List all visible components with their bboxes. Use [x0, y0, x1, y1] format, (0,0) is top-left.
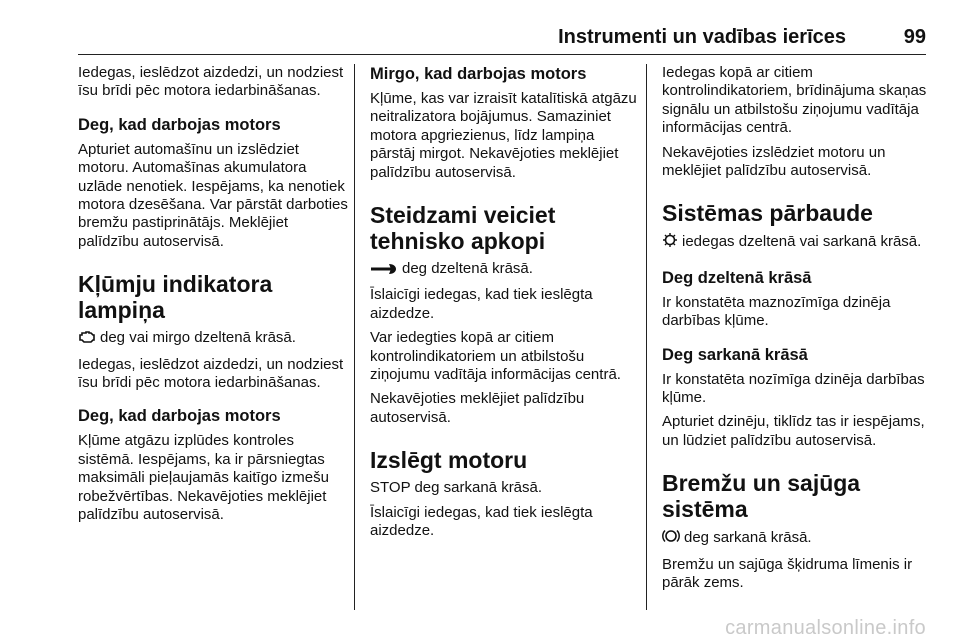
section-heading: Kļūmju indikatora lampiņa	[78, 271, 273, 324]
paragraph: Apturiet automašīnu un izslēdziet motoru. Automašīnas akumulatora uzlāde nenotiek. Iespējams, ka nenotiek motora dzesēšana. Var pārstāt darboties bremžu pastiprinātājs. Meklējiet palīdzību autoservisā.	[78, 140, 348, 250]
column-divider	[354, 64, 355, 610]
wrench-icon	[370, 262, 398, 280]
section-heading: Sistēmas pārbaude	[662, 200, 873, 227]
gear-icon	[662, 232, 678, 253]
watermark: carmanualsonline.info	[725, 617, 926, 639]
page-number: 99	[903, 26, 926, 48]
subheading: Mirgo, kad darbojas motors	[370, 65, 587, 83]
header-title: Instrumenti un vadības ierīces	[558, 26, 846, 48]
paragraph: Apturiet dzinēju, tiklīdz tas ir iespējams, un lūdziet palīdzību autoservisā.	[662, 413, 925, 449]
column-1	[78, 64, 348, 531]
header-rule	[78, 54, 926, 55]
column-3	[662, 64, 932, 599]
subheading: Deg dzeltenā krāsā	[662, 268, 812, 287]
subheading: Deg, kad darbojas motors	[78, 407, 281, 426]
paragraph: Bremžu un sajūga šķidruma līmenis ir pārāk zems.	[662, 555, 913, 592]
paragraph-text: iedegas dzeltenā vai sarkanā krāsā.	[682, 233, 922, 251]
paragraph: Iedegas, ieslēdzot aizdedzi, un nodziest īsu brīdi pēc motora iedarbināšanas.	[78, 64, 344, 100]
paragraph: Iedegas kopā ar citiem kontrolindikatoriem, brīdinājuma skaņas signālu un atbilstošu ziņojumu vadītāja informācijas centrā.	[662, 64, 927, 137]
paragraph: Īslaicīgi iedegas, kad tiek ieslēgta aizdedze.	[370, 286, 593, 322]
paragraph	[370, 260, 640, 280]
brake-icon	[662, 528, 680, 549]
paragraph: STOP deg sarkanā krāsā.	[370, 479, 543, 497]
paragraph: Īslaicīgi iedegas, kad tiek ieslēgta aizdedze.	[370, 503, 593, 540]
paragraph	[662, 232, 932, 253]
paragraph	[78, 329, 348, 349]
paragraph: Iedegas, ieslēdzot aizdedzi, un nodziest īsu brīdi pēc motora iedarbināšanas.	[78, 355, 344, 392]
section-heading: Izslēgt motoru	[370, 447, 528, 474]
paragraph-text: deg vai mirgo dzeltenā krāsā.	[100, 329, 296, 347]
page-header	[78, 26, 926, 54]
subheading: Deg, kad darbojas motors	[78, 115, 281, 134]
paragraph-text: deg sarkanā krāsā.	[684, 529, 812, 547]
paragraph: Kļūme atgāzu izplūdes kontroles sistēmā. Iespējams, ka ir pārsniegtas maksimāli pieļaujamās kaitīgo izmešu robežvērtības. Nekavējoties meklējiet palīdzību autoservisā.	[78, 432, 329, 524]
section-heading: Bremžu un sajūga sistēma	[662, 470, 861, 523]
paragraph: Ir konstatēta maznozīmīga dzinēja darbības kļūme.	[662, 293, 891, 330]
section-heading: Steidzami veiciet tehnisko apkopi	[370, 202, 556, 255]
paragraph: Var iedegties kopā ar citiem kontrolindikatoriem un atbilstošu ziņojumu vadītāja informācijas centrā.	[370, 329, 621, 384]
engine-icon	[78, 330, 96, 349]
paragraph: Nekavējoties izslēdziet motoru un meklējiet palīdzību autoservisā.	[662, 143, 886, 180]
column-2	[370, 64, 640, 547]
paragraph	[662, 528, 932, 549]
paragraph: Kļūme, kas var izraisīt katalītiskā atgāzu neitralizatora bojājumus. Samaziniet motora apgriezienus, līdz lampiņa pārstāj mirgot. Nekavējoties meklējiet palīdzību autoservisā.	[370, 90, 637, 181]
subheading: Deg sarkanā krāsā	[662, 345, 808, 364]
paragraph-text: deg dzeltenā krāsā.	[402, 260, 533, 278]
column-divider	[646, 64, 647, 610]
paragraph: Ir konstatēta nozīmīga dzinēja darbības kļūme.	[662, 370, 925, 407]
paragraph: Nekavējoties meklējiet palīdzību autoservisā.	[370, 390, 585, 426]
